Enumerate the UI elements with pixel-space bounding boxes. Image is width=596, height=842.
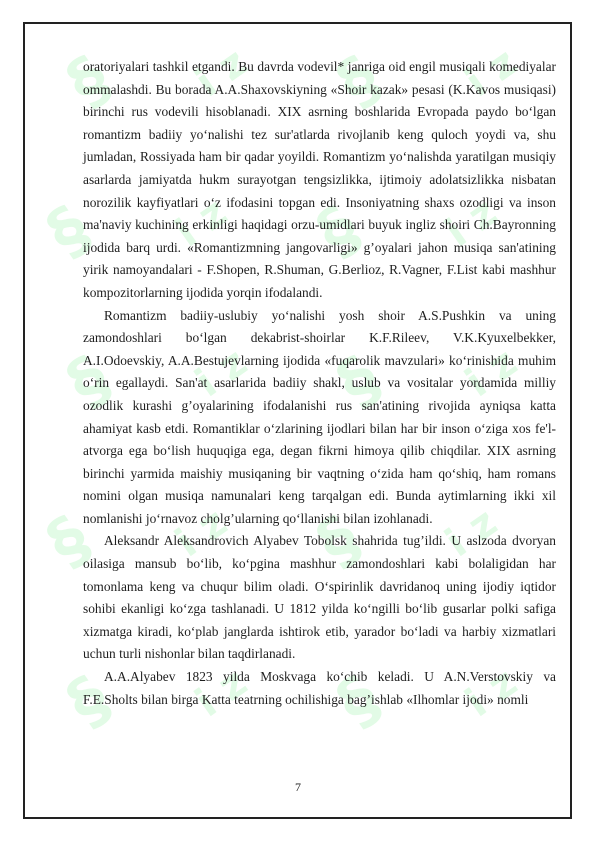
page-number: 7: [295, 780, 301, 794]
svg-text:§: §: [34, 192, 104, 272]
svg-text:i z: i z: [187, 659, 256, 727]
paragraph-alyabev-moscow: A.A.Alyabev 1823 yilda Moskvaga ko‘chib keladi. U A.N.Verstovskiy va F.E.Sholts bilan birga Katta teatrning ochilishiga bag’ishlab «Ilhomlar ijodi» nomli: [83, 669, 556, 707]
svg-text:i z: i z: [167, 189, 236, 257]
svg-text:§: §: [324, 662, 394, 742]
svg-text:§: §: [54, 42, 124, 122]
svg-text:i z: i z: [457, 339, 526, 407]
paragraph-pushkin-decembrists: Romantizm badiiy-uslubiy yo‘nalishi yosh shoir A.S.Pushkin va uning zamondoshlari bo‘lgan dekabrist-shoirlar K.F.Rileev, V.K.Kyuxelbekker, A.I.Odoevskiy, A.A.Bestujevlarning ijodida «fuqarolik mavzulari» ko‘rinishida muhim o‘rin egallaydi. San'at asarlarida badiiy shakl, uslub va vositalar yordamida milliy ozodlik kurashi g’oyalarining ifodalanishi rus san'atining rivojida ayniqsa katta ahamiyat kasb etdi. Romantiklar o‘zlarining ijodlari bilan har bir inson o‘ziga xos fe'l-atvorga ega bo‘lish huquqiga ega, degan fikrni himoya qilib chiqdilar. XIX asrning birinchi yarmida maishiy musiqaning bir vaqtning o‘zida ham qo‘shiq, ham romans nomini olgan musiqa namunalari keng tarqalgan edi. Bunda aytimlarning ikki xil nomlanishi jo‘rnavoz cholg’ularning qo‘llanishi bilan izohlanadi.: [83, 307, 556, 526]
svg-text:i z: i z: [457, 39, 526, 107]
svg-text:i z: i z: [437, 189, 506, 257]
paragraph-alyabev-biography: Aleksandr Aleksandrovich Alyabev Tobolsk shahrida tug’ildi. U aslzoda dvoryan oilasiga mansub bo‘lib, ko‘pgina mashhur zamondoshlari kabi bolaligidan har tomonlama keng va chuqur bilim oladi. O‘spirinlik davridanoq uning ijodiy iqtidor sohibi ekanligi ko‘zga tashlanadi. U 1812 yilda ko‘ngilli bo‘lib gusarlar polki safiga xizmatga kiradi, ko‘plab janglarda ishtirok etib, yarador bo‘ladi va harbiy xizmatlari uchun turli nishonlar bilan taqdirlanadi.: [83, 533, 556, 662]
svg-text:i z: i z: [187, 39, 256, 107]
svg-text:§: §: [324, 342, 394, 422]
svg-text:§: §: [54, 342, 124, 422]
svg-text:§: §: [34, 502, 104, 582]
svg-text:i z: i z: [457, 659, 526, 727]
svg-text:§: §: [304, 502, 374, 582]
svg-text:i z: i z: [167, 499, 236, 567]
document-body: [83, 56, 556, 711]
svg-text:i z: i z: [437, 499, 506, 567]
svg-text:§: §: [304, 192, 374, 272]
svg-text:i z: i z: [187, 339, 256, 407]
paragraph-romantism-intro: oratoriyalari tashkil etgandi. Bu davrda vodevil* janriga oid engil musiqali komediyalar ommalashdi. Bu borada A.A.Shaxovskiyning «Shoir kazak» pesasi (K.Kavos musiqasi) birinchi rus vodevili hisoblanadi. XIX asrning boshlarida Evropada paydo bo‘lgan romantizm badiiy yo‘nalishi tez sur'atlarda rivojlanib keng quloch yoydi va, shu jumladan, Rossiyada ham bir qadar yoyildi. Romantizm yo‘nalishda yaratilgan musiqiy asarlarda jamiyatda hukm surayotgan tengsizlikka, ijtimoiy adolatsizlikka nisbatan norozilik kayfiyatlari o‘z ifodasini topgan edi. Insoniyatning shaxs ozodligi va inson ma'naviy kuchining erkinligi haqidagi orzu-umidlari buyuk ingliz shoiri Ch.Bayronning ijodida barq urdi. «Romantizmning jangovarligi» g’oyalari jahon musiqa san'atining yirik namoyandalari - F.Shopen, R.Shuman, G.Berlioz, R.Vagner, F.List kabi mashhur kompozitorlarning ijodida yorqin ifodalandi.: [83, 59, 556, 300]
svg-text:§: §: [54, 662, 124, 742]
svg-text:§: §: [324, 42, 394, 122]
